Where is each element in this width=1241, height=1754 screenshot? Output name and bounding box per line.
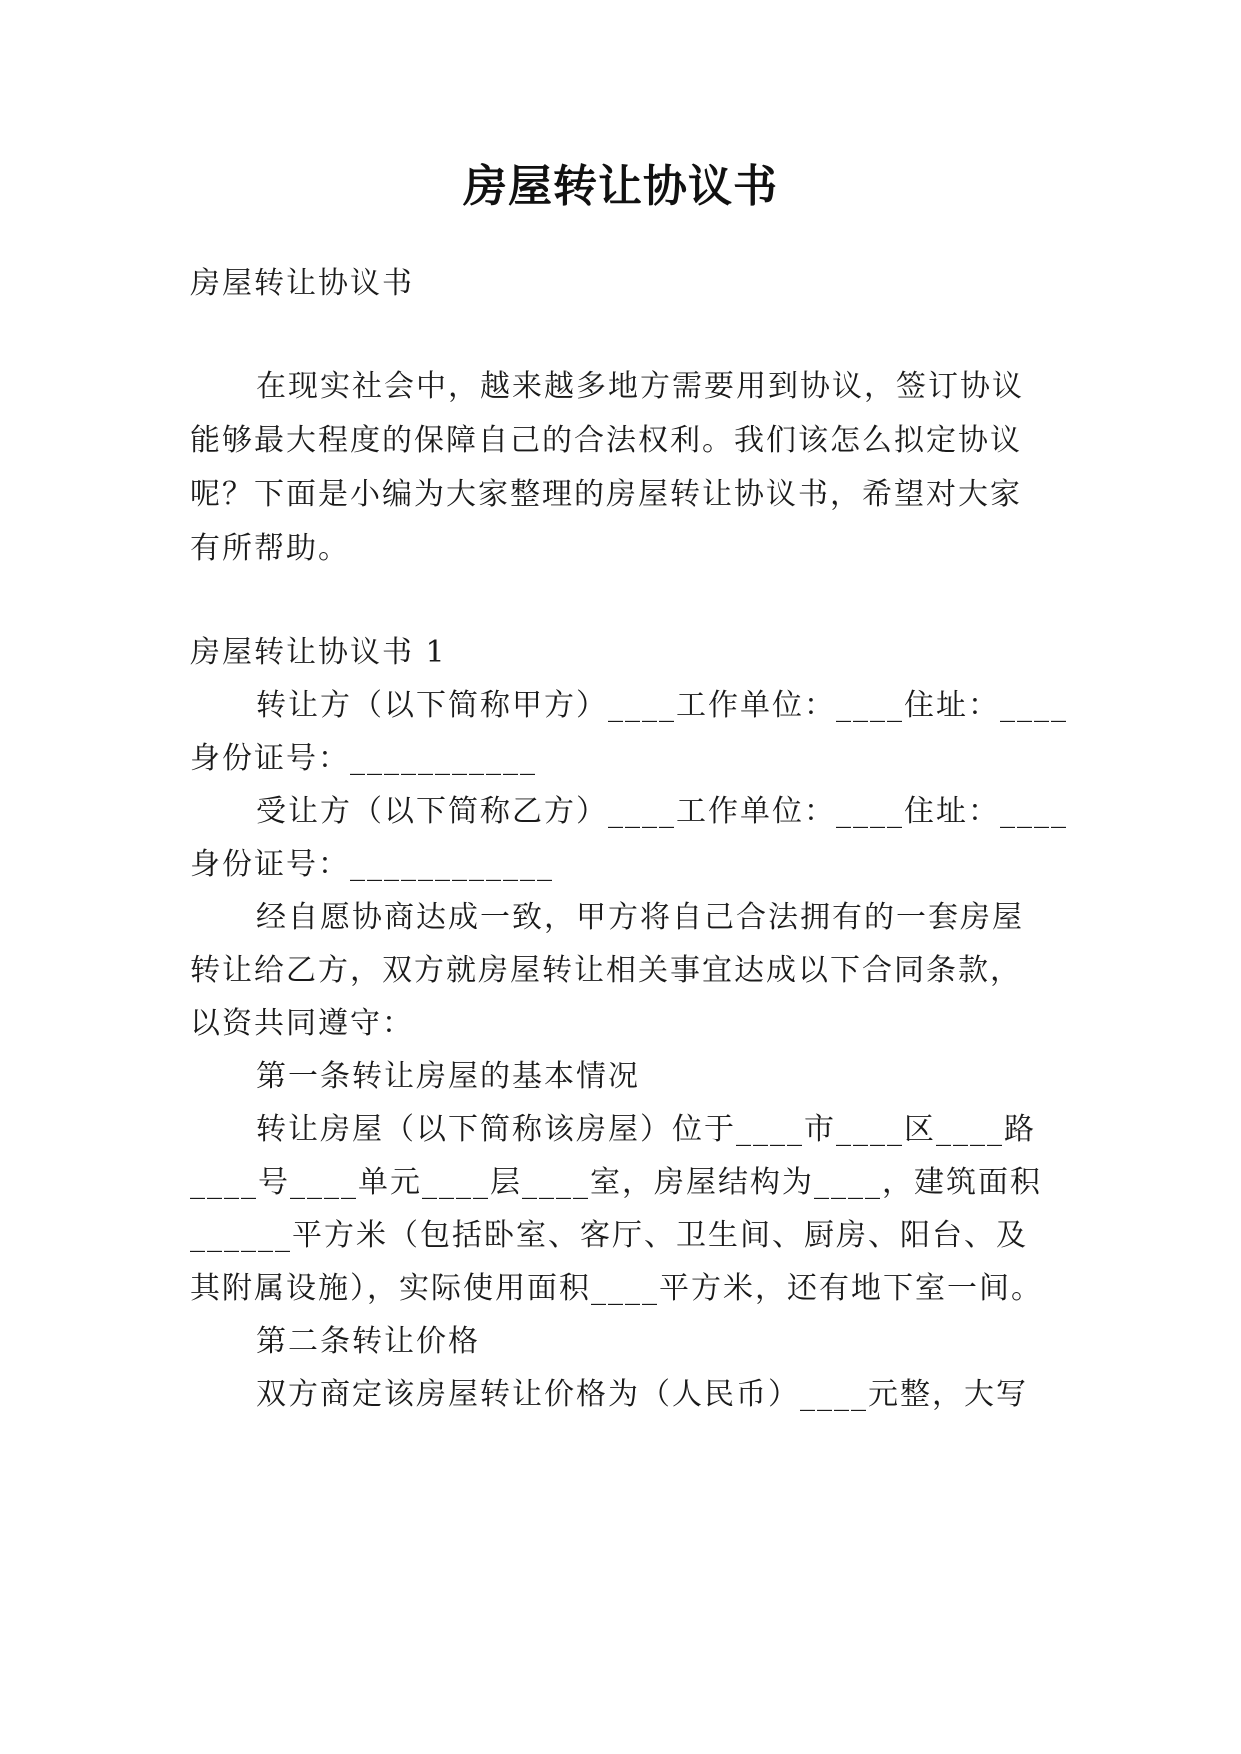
body-line-1: 转让方（以下简称甲方）____工作单位：____住址：____ — [256, 688, 1068, 723]
body-line-14: 双方商定该房屋转让价格为（人民币）____元整，大写 — [256, 1377, 1028, 1412]
body-line-2: 身份证号：___________ — [190, 741, 537, 776]
body-line-11: ______平方米（包括卧室、客厅、卫生间、厨房、阳台、及 — [190, 1218, 1028, 1253]
document-title: 房屋转让协议书 — [463, 161, 778, 212]
body-line-10: ____号____单元____层____室，房屋结构为____，建筑面积 — [190, 1165, 1042, 1200]
article-heading-1: 第一条转让房屋的基本情况 — [256, 1059, 640, 1094]
body-line-3: 受让方（以下简称乙方）____工作单位：____住址：____ — [256, 794, 1068, 829]
intro-line-4: 有所帮助。 — [190, 531, 350, 566]
intro-line-1: 在现实社会中，越来越多地方需要用到协议，签订协议 — [256, 369, 1024, 404]
article-heading-2: 第二条转让价格 — [256, 1324, 480, 1359]
body-line-5: 经自愿协商达成一致，甲方将自己合法拥有的一套房屋 — [256, 900, 1024, 935]
body-line-9: 转让房屋（以下简称该房屋）位于____市____区____路 — [256, 1112, 1036, 1147]
body-line-7: 以资共同遵守： — [190, 1006, 414, 1041]
body-line-4: 身份证号：____________ — [190, 847, 554, 882]
body-line-12: 其附属设施），实际使用面积____平方米，还有地下室一间。 — [190, 1271, 1043, 1306]
section-heading: 房屋转让协议书 1 — [190, 635, 447, 670]
body-line-6: 转让给乙方，双方就房屋转让相关事宜达成以下合同条款， — [190, 953, 1022, 988]
intro-line-2: 能够最大程度的保障自己的合法权利。我们该怎么拟定协议 — [190, 423, 1022, 458]
intro-line-3: 呢？下面是小编为大家整理的房屋转让协议书，希望对大家 — [190, 477, 1022, 512]
document-subtitle: 房屋转让协议书 — [190, 266, 414, 301]
